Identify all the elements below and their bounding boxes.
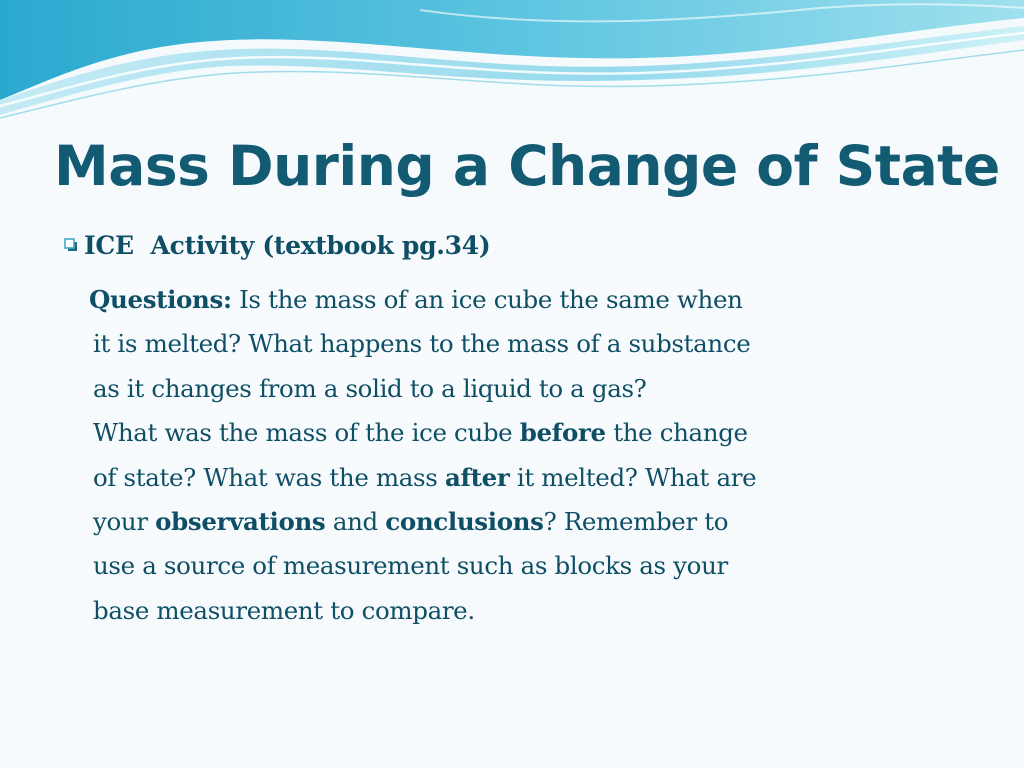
- question-text: of state? What was the mass: [93, 462, 445, 492]
- bullet-item: [64, 224, 1004, 266]
- question-text: it melted? What are: [509, 462, 757, 492]
- question-line: [89, 278, 973, 322]
- question-text: What was the mass of the ice cube: [93, 418, 520, 448]
- emphasis-conclusions: conclusions: [385, 506, 544, 536]
- question-text: the change: [605, 418, 748, 448]
- question-text: and: [325, 506, 386, 536]
- question-text: ? Remember to: [543, 506, 729, 536]
- question-text: your: [93, 506, 156, 536]
- emphasis-before: before: [519, 418, 606, 448]
- question-line: use a source of measurement such as blocks as your: [93, 551, 728, 581]
- question-line: as it changes from a solid to a liquid to a gas?: [93, 373, 647, 403]
- slide-title: Mass During a Change of State: [54, 134, 1000, 198]
- checkbox-bullet-icon: [64, 237, 78, 252]
- emphasis-after: after: [444, 462, 510, 492]
- wave-decoration: [0, 0, 1024, 130]
- question-line: [93, 411, 973, 455]
- emphasis-observations: observations: [155, 506, 326, 536]
- questions-label: Questions:: [89, 285, 232, 314]
- question-line: base measurement to compare.: [93, 595, 475, 625]
- question-line: it is melted? What happens to the mass of a substance: [93, 329, 751, 359]
- question-text: Is the mass of an ice cube the same when: [231, 285, 743, 314]
- questions-paragraph: [89, 278, 973, 633]
- question-line: [93, 456, 973, 500]
- bullet-text: ICE Activity (textbook pg.34): [84, 230, 491, 260]
- question-line: [93, 500, 973, 544]
